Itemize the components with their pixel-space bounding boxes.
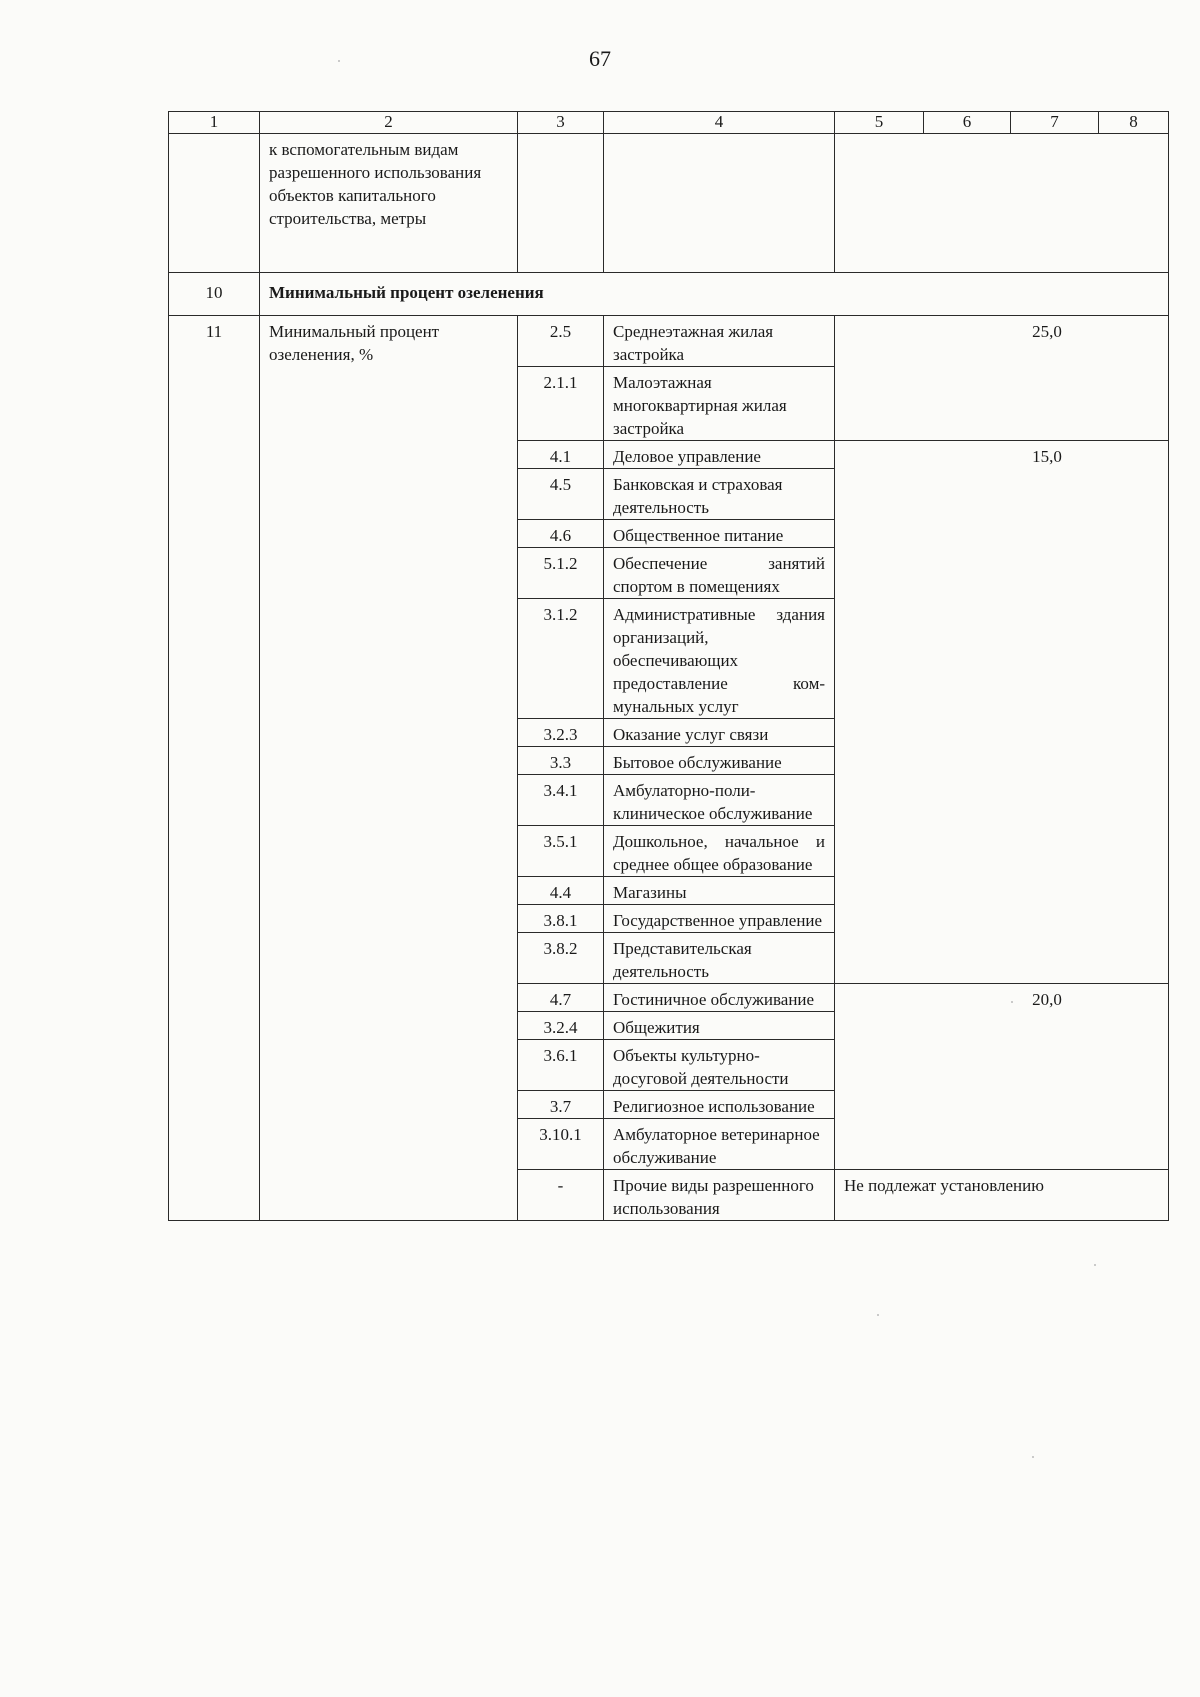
use-code: 3.7	[518, 1091, 604, 1119]
use-code: 2.5	[518, 316, 604, 367]
header-cell: 1	[169, 112, 260, 134]
header-cell: 5	[835, 112, 924, 134]
use-code: 4.1	[518, 441, 604, 469]
use-name: Прочие виды разрешенного использования	[604, 1170, 835, 1221]
percent-value: Не подлежат установлению	[835, 1170, 1169, 1221]
use-name: Дошкольное, начальное и среднее общее образование	[604, 826, 835, 877]
use-name: Банковская и страховая деятельность	[604, 469, 835, 520]
header-cell: 2	[260, 112, 518, 134]
use-code: 3.4.1	[518, 775, 604, 826]
use-code: 2.1.1	[518, 367, 604, 441]
use-code: 4.7	[518, 984, 604, 1012]
use-code: 3.2.3	[518, 719, 604, 747]
use-code: -	[518, 1170, 604, 1221]
use-name: Общежития	[604, 1012, 835, 1040]
use-code: 4.5	[518, 469, 604, 520]
section-number: 10	[169, 273, 260, 316]
use-name: Объекты культурно-досуговой деятельности	[604, 1040, 835, 1091]
use-name: Государственное управление	[604, 905, 835, 933]
table-row	[169, 316, 1169, 367]
section-title: Минимальный процент озеленения	[260, 273, 1169, 316]
percent-value: 20,0	[835, 984, 1169, 1170]
percent-value: 15,0	[835, 441, 1169, 984]
use-code: 3.6.1	[518, 1040, 604, 1091]
header-cell: 3	[518, 112, 604, 134]
use-code: 3.2.4	[518, 1012, 604, 1040]
use-code: 3.1.2	[518, 599, 604, 719]
percent-value: 25,0	[835, 316, 1169, 441]
empty-cell	[835, 134, 1169, 273]
use-name: Магазины	[604, 877, 835, 905]
use-code: 3.5.1	[518, 826, 604, 877]
use-name: Общественное питание	[604, 520, 835, 548]
continuation-row	[169, 134, 1169, 273]
use-name: Гостиничное обслуживание	[604, 984, 835, 1012]
use-code: 3.10.1	[518, 1119, 604, 1170]
use-code: 4.4	[518, 877, 604, 905]
header-cell: 7	[1011, 112, 1099, 134]
continuation-text: к вспомогательным видам разрешенного использования объектов капитального строительства, метры	[260, 134, 518, 273]
header-row	[169, 112, 1169, 134]
use-name: Деловое управление	[604, 441, 835, 469]
use-code: 3.8.1	[518, 905, 604, 933]
section-row	[169, 273, 1169, 316]
header-cell: 6	[924, 112, 1011, 134]
use-name: Среднеэтажная жилая застройка	[604, 316, 835, 367]
use-code: 4.6	[518, 520, 604, 548]
row-number: 11	[169, 316, 260, 1221]
use-name: Малоэтажная многоквартирная жилая застройка	[604, 367, 835, 441]
use-name: Оказание услуг связи	[604, 719, 835, 747]
empty-cell	[518, 134, 604, 273]
use-code: 3.8.2	[518, 933, 604, 984]
use-name: Административные здания организаций, обеспечивающих предоставление ком- мунальных услуг	[604, 599, 835, 719]
use-name: Бытовое обслуживание	[604, 747, 835, 775]
page-number: 67	[589, 46, 611, 71]
use-code: 5.1.2	[518, 548, 604, 599]
empty-cell	[604, 134, 835, 273]
use-name: Амбулаторно-поли- клиническое обслуживание	[604, 775, 835, 826]
use-code: 3.3	[518, 747, 604, 775]
use-name: Представительская деятельность	[604, 933, 835, 984]
parameter-name: Минимальный процент озеленения, %	[260, 316, 518, 1221]
empty-cell	[169, 134, 260, 273]
header-cell: 4	[604, 112, 835, 134]
use-name: Амбулаторное ветеринарное обслуживание	[604, 1119, 835, 1170]
use-name: Обеспечение занятий спортом в помещениях	[604, 548, 835, 599]
header-cell: 8	[1099, 112, 1169, 134]
regulations-table	[168, 111, 1169, 1221]
use-name: Религиозное использование	[604, 1091, 835, 1119]
